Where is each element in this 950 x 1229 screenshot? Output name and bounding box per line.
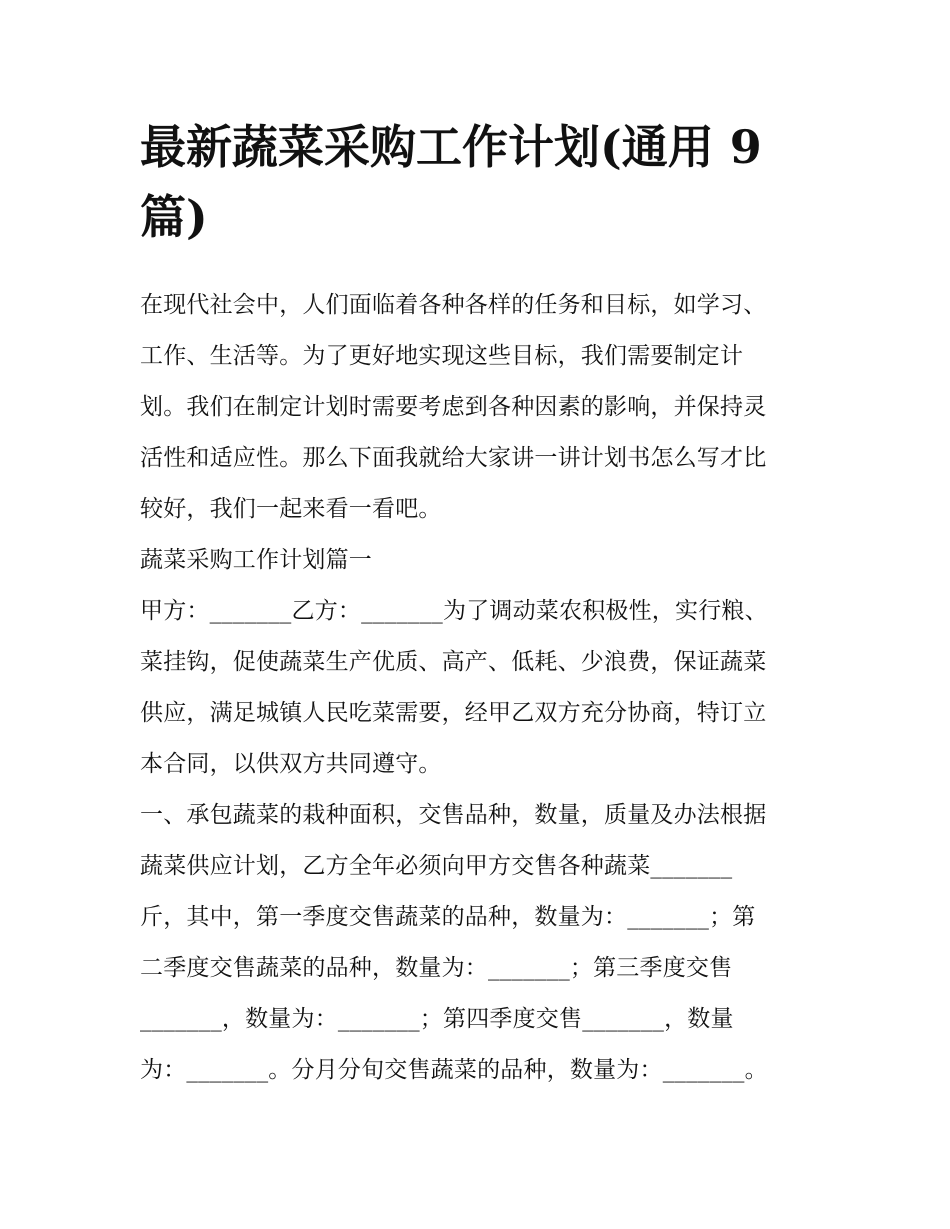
body-line: 菜挂钩，促使蔬菜生产优质、高产、低耗、少浪费，保证蔬菜: [140, 649, 767, 675]
body-line: 二季度交售蔬菜的品种，数量为：_______；第三季度交售: [140, 955, 733, 981]
body-line: 活性和适应性。那么下面我就给大家讲一讲计划书怎么写才比: [140, 445, 767, 471]
body-line: 一、承包蔬菜的栽种面积，交售品种，数量，质量及办法根据: [140, 802, 767, 828]
body-line: 蔬菜供应计划，乙方全年必须向甲方交售各种蔬菜_______: [140, 853, 733, 879]
body-line: 为：_______。分月分旬交售蔬菜的品种，数量为：_______。: [140, 1057, 768, 1083]
body-line: 供应，满足城镇人民吃菜需要，经甲乙双方充分协商，特订立: [140, 700, 767, 726]
body-line: 工作、生活等。为了更好地实现这些目标，我们需要制定计: [140, 343, 744, 369]
body-line: 在现代社会中，人们面临着各种各样的任务和目标，如学习、: [140, 292, 767, 318]
document-page: [140, 112, 815, 1096]
section-heading: 蔬菜采购工作计划篇一: [140, 547, 372, 573]
body-line: 划。我们在制定计划时需要考虑到各种因素的影响，并保持灵: [140, 394, 767, 420]
body-line: 斤，其中，第一季度交售蔬菜的品种，数量为：_______；第: [140, 904, 756, 930]
document-body: [140, 280, 815, 1096]
body-line: 甲方：_______乙方：_______为了调动菜农积极性，实行粮、: [140, 598, 768, 624]
title-line-2: 篇): [140, 190, 208, 244]
body-line: 较好，我们一起来看一看吧。: [140, 496, 442, 522]
title-line-1: 最新蔬菜采购工作计划(通用 9: [140, 120, 762, 174]
body-line: _______，数量为：_______；第四季度交售_______，数量: [140, 1006, 734, 1032]
body-line: 本合同，以供双方共同遵守。: [140, 751, 442, 777]
document-title: [140, 112, 815, 252]
